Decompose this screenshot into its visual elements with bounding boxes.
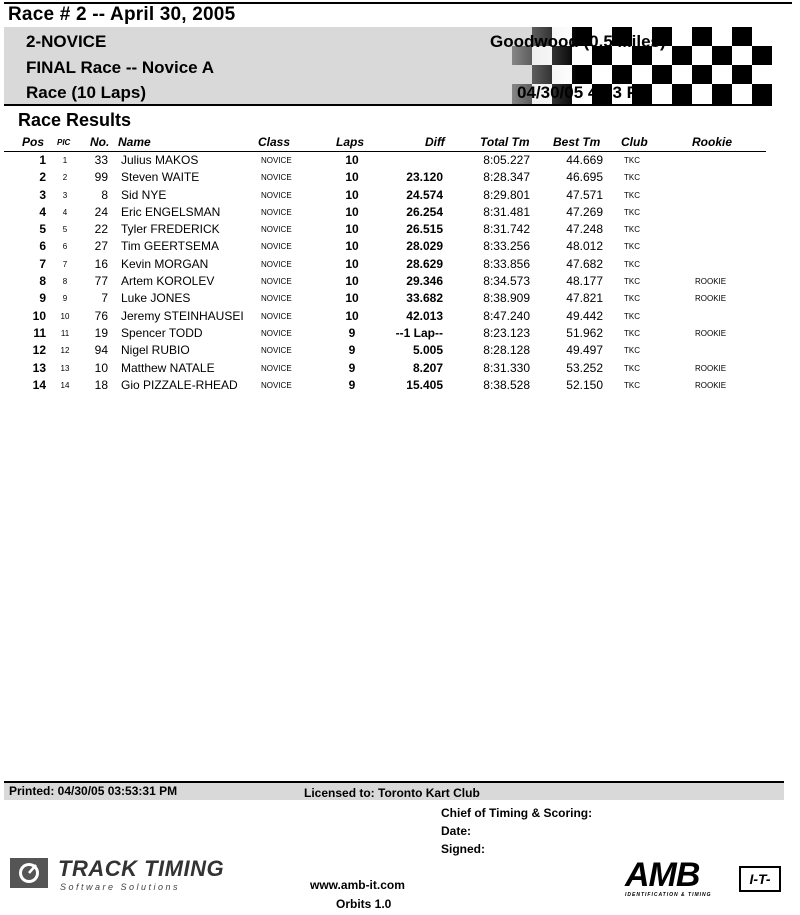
cell-best-time: 46.695 [566,170,603,185]
cell-best-time: 47.571 [566,187,603,202]
cell-class: NOVICE [261,311,292,321]
cell-pic: 5 [62,225,68,235]
cell-number: 99 [94,170,108,185]
col-pic: PIC [57,138,71,147]
cell-pic: 10 [60,311,70,321]
amb-logo-subtitle: IDENTIFICATION & TIMING [625,892,712,898]
race-header [4,27,772,106]
cell-club: TKC [624,242,640,252]
cell-best-time: 47.682 [566,256,603,271]
cell-class: NOVICE [261,259,292,269]
cell-total-time: 8:47.240 [483,308,530,323]
cell-rookie: ROOKIE [695,380,727,390]
col-diff: Diff [425,135,445,149]
cell-number: 8 [101,187,108,202]
col-best: Best Tm [553,135,601,149]
cell-name: Tyler FREDERICK [121,222,220,237]
cell-best-time: 53.252 [566,360,603,375]
cell-diff: 5.005 [412,343,443,358]
cell-pic: 3 [62,190,68,200]
cell-class: NOVICE [261,277,292,287]
table-row [0,377,800,394]
cell-diff: 28.029 [406,239,443,254]
cell-name: Sid NYE [121,187,167,202]
cell-number: 16 [94,256,108,271]
cell-class: NOVICE [261,328,292,338]
table-row [0,325,800,342]
cell-name: Julius MAKOS [121,153,199,167]
cell-number: 76 [94,308,108,323]
cell-name: Eric ENGELSMAN [121,204,221,219]
cell-total-time: 8:38.528 [483,377,530,392]
cell-pos: 1 [39,153,46,167]
cell-number: 19 [94,325,108,340]
cell-club: TKC [624,294,640,304]
cell-diff: 29.346 [406,274,443,289]
table-row [0,256,800,273]
cell-class: NOVICE [261,207,292,217]
table-row [0,342,800,359]
cell-number: 18 [94,377,108,392]
cell-pos: 2 [39,170,46,185]
amb-it-badge: I-T- [739,866,781,892]
cell-class: NOVICE [261,190,292,200]
date-label: Date: [441,824,472,838]
cell-pos: 6 [39,239,46,254]
cell-best-time: 48.012 [566,239,603,254]
col-rookie: Rookie [692,135,733,149]
cell-total-time: 8:28.347 [483,170,530,185]
cell-diff: --1 Lap-- [395,325,443,340]
track-timing-name: TRACK TIMING [58,856,225,881]
final-race-name: FINAL Race -- Novice A [26,58,214,77]
cell-number: 22 [94,222,108,237]
cell-pos: 4 [39,204,46,219]
cell-best-time: 47.248 [566,222,603,237]
licensed-to: Licensed to: Toronto Kart Club [304,786,480,800]
col-class: Class [258,135,291,149]
cell-laps: 9 [348,360,356,375]
track-name: Goodwood (0.5 Miles) [490,32,666,51]
cell-total-time: 8:33.856 [483,256,530,271]
cell-best-time: 44.669 [566,153,603,167]
col-laps: Laps [336,135,365,149]
cell-laps: 10 [345,204,359,219]
col-pos: Pos [22,135,45,149]
cell-name: Gio PIZZALE-RHEAD [121,377,238,392]
cell-pic: 7 [62,259,68,269]
cell-pos: 7 [39,256,46,271]
cell-best-time: 52.150 [566,377,603,392]
amb-logo [625,856,785,902]
cell-diff: 42.013 [406,308,443,323]
cell-total-time: 8:05.227 [483,153,530,167]
cell-laps: 9 [348,377,356,392]
cell-pic: 13 [60,363,70,373]
cell-total-time: 8:33.256 [483,239,530,254]
table-row [0,360,800,377]
cell-pos: 11 [33,325,46,340]
cell-club: TKC [624,259,640,269]
cell-diff: 24.574 [406,187,443,202]
cell-name: Luke JONES [121,291,191,306]
table-row [0,273,800,290]
cell-best-time: 49.442 [566,308,603,323]
cell-laps: 10 [345,170,359,185]
cell-club: TKC [624,311,640,321]
cell-total-time: 8:38.909 [483,291,530,306]
cell-pic: 11 [60,328,70,338]
col-club: Club [621,135,648,149]
cell-class: NOVICE [261,242,292,252]
cell-name: Kevin MORGAN [121,256,209,271]
col-total: Total Tm [480,135,530,149]
cell-pic: 8 [62,277,68,287]
cell-name: Tim GEERTSEMA [121,239,220,254]
cell-total-time: 8:31.742 [483,222,530,237]
table-row [0,221,800,238]
race-datetime: 04/30/05 4:33 PM [517,83,653,102]
cell-best-time: 47.269 [566,204,603,219]
table-row [0,187,800,204]
cell-pos: 9 [39,291,46,306]
cell-pos: 8 [39,274,46,289]
cell-rookie: ROOKIE [695,328,727,338]
printed-timestamp: Printed: 04/30/05 03:53:31 PM [9,784,178,798]
cell-diff: 8.207 [412,360,443,375]
col-no: No. [90,135,110,149]
cell-pos: 13 [32,360,46,375]
signed-label: Signed: [441,842,485,856]
race-title: Race # 2 -- April 30, 2005 [8,4,236,25]
track-timing-logo [10,856,240,896]
table-row [0,308,800,325]
website-url[interactable]: www.amb-it.com [310,878,405,892]
cell-name: Jeremy STEINHAUSEI [121,308,244,323]
cell-club: TKC [624,277,640,287]
track-timing-icon [10,858,48,888]
cell-number: 7 [101,291,108,306]
cell-laps: 10 [345,239,359,254]
table-row [0,152,800,169]
amb-logo-text: AMB [625,856,700,894]
cell-laps: 9 [348,343,356,358]
cell-laps: 10 [345,187,359,202]
cell-class: NOVICE [261,294,292,304]
cell-laps: 9 [348,325,356,340]
cell-club: TKC [624,346,640,356]
cell-name: Spencer TODD [121,325,203,340]
cell-total-time: 8:31.330 [483,360,530,375]
cell-pic: 4 [62,207,68,217]
cell-club: TKC [624,156,640,165]
table-row [0,290,800,307]
cell-pos: 3 [39,187,46,202]
cell-class: NOVICE [261,173,292,183]
cell-total-time: 8:23.123 [483,325,530,340]
cell-best-time: 49.497 [566,343,603,358]
cell-number: 24 [94,204,108,219]
cell-class: NOVICE [261,380,292,390]
cell-total-time: 8:34.573 [483,274,530,289]
results-table-body [0,152,800,394]
cell-pic: 2 [62,173,68,183]
cell-class: NOVICE [261,346,292,356]
cell-club: TKC [624,363,640,373]
cell-class: NOVICE [261,363,292,373]
cell-name: Matthew NATALE [121,360,215,375]
cell-diff: 26.254 [406,204,443,219]
cell-pos: 12 [32,343,46,358]
track-timing-subtitle: Software Solutions [60,882,181,892]
cell-laps: 10 [345,222,359,237]
cell-total-time: 8:31.481 [483,204,530,219]
cell-total-time: 8:28.128 [483,343,530,358]
cell-best-time: 47.821 [566,291,603,306]
cell-pos: 5 [39,222,46,237]
cell-laps: 10 [345,256,359,271]
cell-rookie: ROOKIE [695,277,727,287]
cell-pic: 1 [62,156,68,165]
cell-number: 77 [94,274,108,289]
cell-club: TKC [624,225,640,235]
col-name: Name [118,135,151,149]
cell-rookie: ROOKIE [695,294,727,304]
cell-number: 33 [94,153,108,167]
section-title: Race Results [18,110,132,130]
cell-best-time: 48.177 [566,274,603,289]
race-class: 2-NOVICE [26,32,107,51]
cell-pos: 10 [32,308,46,323]
cell-pos: 14 [32,377,46,392]
cell-name: Nigel RUBIO [121,343,190,358]
table-row [0,169,800,186]
cell-number: 27 [94,239,108,254]
cell-laps: 10 [345,274,359,289]
footer-bar [4,781,784,800]
cell-pic: 14 [60,380,70,390]
cell-pic: 12 [60,346,70,356]
cell-club: TKC [624,173,640,183]
cell-rookie: ROOKIE [695,363,727,373]
cell-diff: 26.515 [406,222,443,237]
cell-total-time: 8:29.801 [483,187,530,202]
cell-club: TKC [624,207,640,217]
cell-pic: 6 [62,242,68,252]
cell-laps: 10 [345,153,359,167]
cell-class: NOVICE [261,156,292,165]
cell-best-time: 51.962 [566,325,603,340]
cell-class: NOVICE [261,225,292,235]
cell-club: TKC [624,190,640,200]
cell-number: 10 [94,360,108,375]
cell-laps: 10 [345,291,359,306]
cell-name: Steven WAITE [121,170,200,185]
table-row [0,204,800,221]
cell-name: Artem KOROLEV [121,274,215,289]
cell-pic: 9 [62,294,68,304]
race-laps: Race (10 Laps) [26,83,146,102]
cell-club: TKC [624,380,640,390]
cell-diff: 15.405 [406,377,443,392]
cell-diff: 28.629 [406,256,443,271]
cell-number: 94 [94,343,108,358]
cell-diff: 23.120 [406,170,443,185]
cell-diff: 33.682 [406,291,443,306]
table-row [0,238,800,255]
cell-club: TKC [624,328,640,338]
results-column-headers [4,134,766,152]
cell-laps: 10 [345,308,359,323]
software-version: Orbits 1.0 [336,897,392,911]
chief-of-timing-label: Chief of Timing & Scoring: [441,806,593,820]
